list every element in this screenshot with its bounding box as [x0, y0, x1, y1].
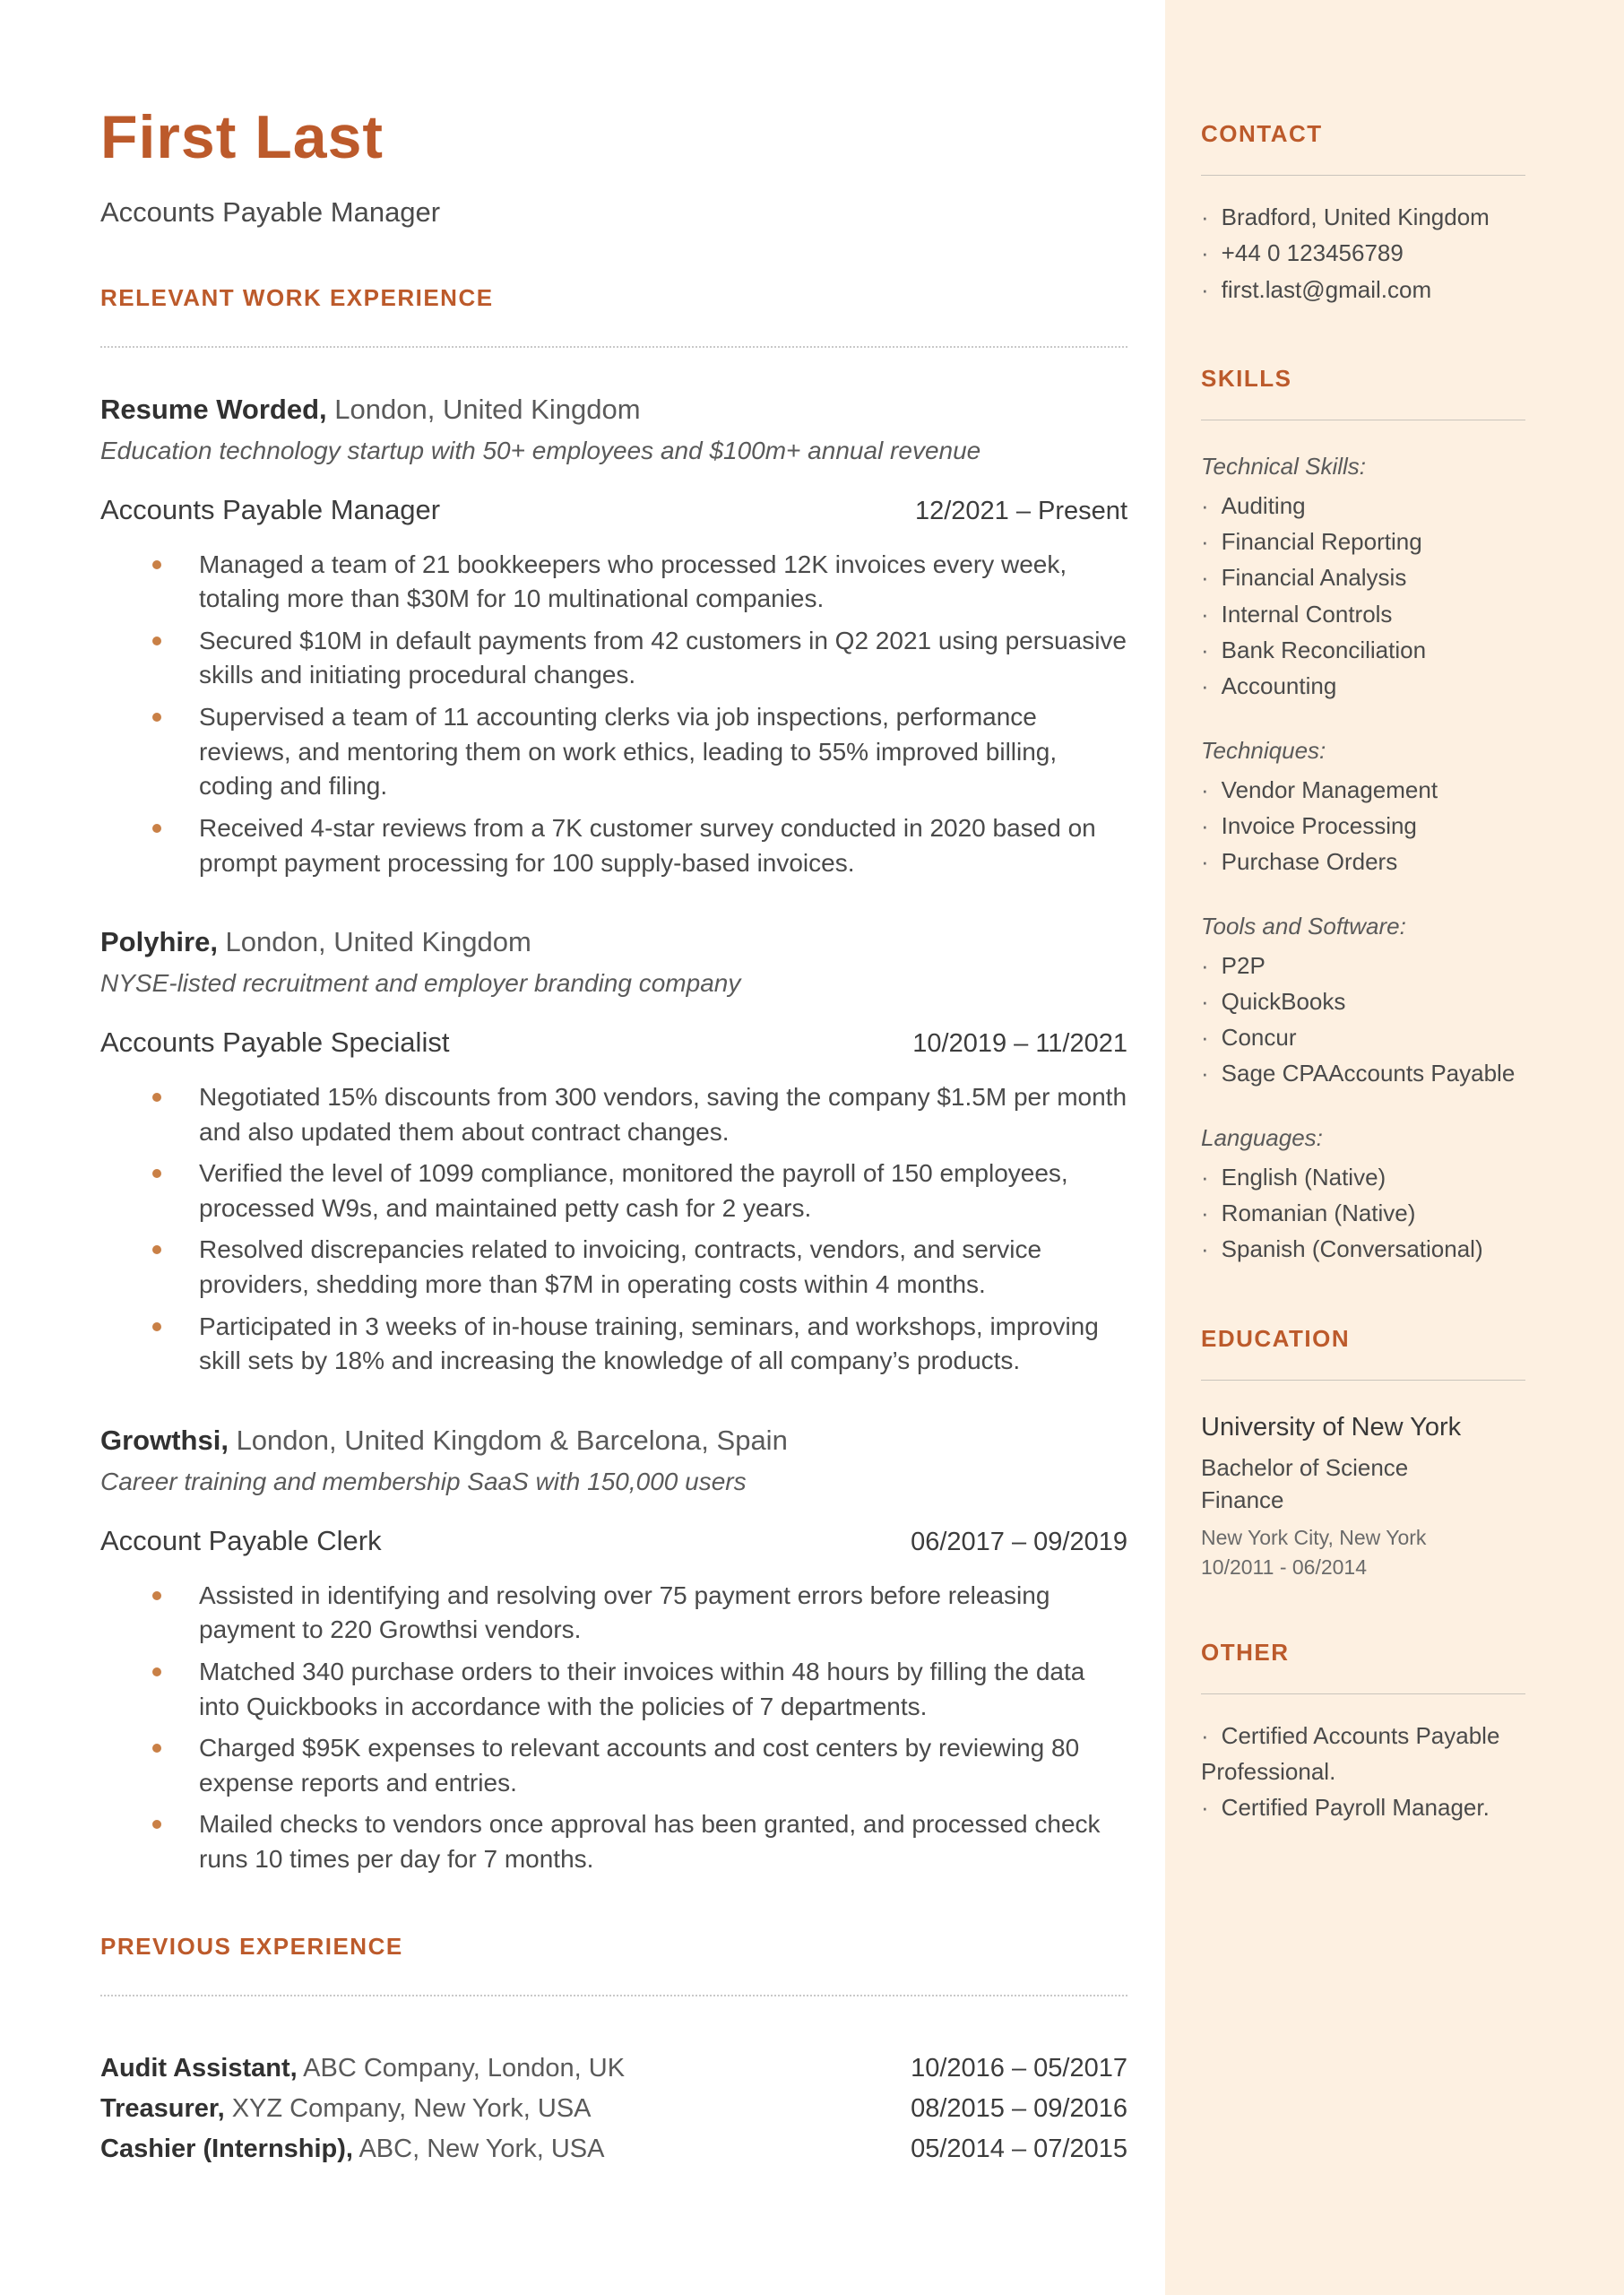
company-location: London, United Kingdom	[326, 393, 641, 425]
sidebar-divider	[1201, 1693, 1525, 1694]
skills-group-label: Tools and Software:	[1201, 912, 1406, 940]
job-bullets	[100, 548, 1127, 881]
bullet-item: Verified the level of 1099 compliance, monitored the payroll of 150 employees, processed W9s, and maintained petty cash for 2 years.	[100, 1156, 1127, 1225]
person-name: First Last	[100, 103, 384, 171]
company-name: Resume Worded,	[100, 393, 327, 425]
skill-item: · English (Native)	[1201, 1159, 1525, 1195]
skill-item: · Concur	[1201, 1019, 1525, 1055]
bullet-item: Resolved discrepancies related to invoicing, contracts, vendors, and service providers, shedding more than $7M in operating costs within 4 months.	[100, 1233, 1127, 1302]
skills-group-label: Techniques:	[1201, 736, 1326, 764]
sidebar-divider	[1201, 1380, 1525, 1381]
previous-role-line	[100, 2048, 625, 2089]
sidebar-divider	[1201, 175, 1525, 176]
bullet-item: Managed a team of 21 bookkeepers who processed 12K invoices every week, totaling more than $30M for 10 multinational companies.	[100, 548, 1127, 617]
bullet-item: Negotiated 15% discounts from 300 vendors, saving the company $1.5M per month and also updated them about contract changes.	[100, 1080, 1127, 1149]
skill-item: · QuickBooks	[1201, 983, 1525, 1019]
previous-role: Audit Assistant,	[100, 2053, 298, 2083]
previous-experience-row	[100, 2089, 1127, 2129]
sidebar	[1165, 0, 1624, 2295]
skills-group-languages	[1201, 1124, 1525, 1268]
education-dates: 10/2011 - 06/2014	[1201, 1555, 1368, 1579]
education-major: Finance	[1201, 1486, 1284, 1514]
skill-item: · Purchase Orders	[1201, 844, 1525, 879]
previous-role: Treasurer,	[100, 2093, 225, 2123]
skills-list	[1201, 1159, 1525, 1268]
previous-role-line	[100, 2089, 592, 2129]
job-entry-resume-worded	[100, 393, 1127, 880]
skills-group-tools	[1201, 913, 1525, 1092]
skill-item: · Accounting	[1201, 668, 1525, 704]
other-item: · Certified Accounts Payable Professional.	[1201, 1718, 1525, 1790]
skills-group-label: Technical Skills:	[1201, 452, 1367, 480]
skills-group-label: Languages:	[1201, 1123, 1323, 1151]
bullet-item: Charged $95K expenses to relevant accounts and cost centers by reviewing 80 expense reports and entries.	[100, 1731, 1127, 1800]
main-column	[100, 0, 1127, 2169]
previous-company: ABC Company, London, UK	[297, 2053, 626, 2083]
skill-item: · Sage CPAAccounts Payable	[1201, 1055, 1525, 1091]
company-line	[100, 925, 1127, 960]
previous-experience-list	[100, 2048, 1127, 2169]
sidebar-title-education: EDUCATION	[1201, 1324, 1351, 1352]
bullet-item: Mailed checks to vendors once approval has been granted, and processed check runs 10 times per day for 7 months.	[100, 1807, 1127, 1876]
education-location: New York City, New York	[1201, 1526, 1427, 1550]
job-dates: 10/2019 – 11/2021	[912, 1028, 1127, 1058]
skill-item: · Romanian (Native)	[1201, 1195, 1525, 1231]
contact-list	[1201, 199, 1525, 307]
other-list	[1201, 1718, 1525, 1826]
job-dates: 06/2017 – 09/2019	[911, 1527, 1127, 1556]
previous-dates: 10/2016 – 05/2017	[911, 2053, 1127, 2083]
company-line	[100, 1424, 1127, 1459]
role-row	[100, 494, 1127, 526]
company-location: London, United Kingdom & Barcelona, Spain	[228, 1424, 788, 1456]
company-location: London, United Kingdom	[217, 926, 531, 958]
skills-list	[1201, 772, 1525, 880]
skill-item: · Internal Controls	[1201, 596, 1525, 632]
previous-role: Cashier (Internship),	[100, 2134, 353, 2163]
contact-item-phone: · +44 0 123456789	[1201, 235, 1525, 271]
role-row	[100, 1026, 1127, 1059]
skill-item: · Vendor Management	[1201, 772, 1525, 808]
skill-item: · Invoice Processing	[1201, 808, 1525, 844]
bullet-item: Secured $10M in default payments from 42 customers in Q2 2021 using persuasive skills and initiating procedural changes.	[100, 624, 1127, 693]
skills-list	[1201, 488, 1525, 705]
job-bullets	[100, 1579, 1127, 1877]
bullet-item: Assisted in identifying and resolving over 75 payment errors before releasing payment to 220 Growthsi vendors.	[100, 1579, 1127, 1648]
skill-item: · Financial Reporting	[1201, 524, 1525, 559]
education-degree: Bachelor of Science	[1201, 1453, 1409, 1481]
other-item: · Certified Payroll Manager.	[1201, 1789, 1525, 1825]
education-school: University of New York	[1201, 1412, 1462, 1442]
person-title: Accounts Payable Manager	[100, 195, 441, 228]
section-divider	[100, 1995, 1127, 1996]
previous-experience-row	[100, 2129, 1127, 2169]
contact-item-location: · Bradford, United Kingdom	[1201, 199, 1525, 235]
skill-item: · P2P	[1201, 948, 1525, 983]
skill-item: · Auditing	[1201, 488, 1525, 524]
previous-dates: 08/2015 – 09/2016	[911, 2093, 1127, 2123]
job-entry-polyhire	[100, 925, 1127, 1379]
bullet-item: Participated in 3 weeks of in-house training, seminars, and workshops, improving skill sets by 18% and increasing the knowledge of all company’s products.	[100, 1310, 1127, 1379]
company-description: Education technology startup with 50+ employees and $100m+ annual revenue	[100, 436, 981, 464]
skill-item: · Spanish (Conversational)	[1201, 1231, 1525, 1267]
bullet-item: Received 4-star reviews from a 7K customer survey conducted in 2020 based on prompt payment processing for 100 supply-based invoices.	[100, 811, 1127, 880]
job-role: Account Payable Clerk	[100, 1524, 382, 1556]
previous-experience-row	[100, 2048, 1127, 2089]
skills-list	[1201, 948, 1525, 1092]
job-role: Accounts Payable Manager	[100, 493, 441, 525]
sidebar-title-contact: CONTACT	[1201, 120, 1323, 147]
skill-item: · Bank Reconciliation	[1201, 632, 1525, 668]
previous-dates: 05/2014 – 07/2015	[911, 2134, 1127, 2163]
company-description: NYSE-listed recruitment and employer branding company	[100, 968, 741, 997]
section-title-previous-experience: PREVIOUS EXPERIENCE	[100, 1932, 403, 1960]
sidebar-title-other: OTHER	[1201, 1638, 1290, 1666]
bullet-item: Matched 340 purchase orders to their invoices within 48 hours by filling the data into Quickbooks in accordance with the policies of 7 departments.	[100, 1655, 1127, 1724]
skills-group-technical	[1201, 453, 1525, 705]
role-row	[100, 1525, 1127, 1557]
company-name: Growthsi,	[100, 1424, 229, 1456]
previous-role-line	[100, 2129, 604, 2169]
previous-company: ABC, New York, USA	[353, 2134, 605, 2163]
skills-group-techniques	[1201, 737, 1525, 880]
company-name: Polyhire,	[100, 926, 218, 958]
job-entry-growthsi	[100, 1424, 1127, 1877]
contact-item-email: · first.last@gmail.com	[1201, 272, 1525, 307]
section-title-work-experience: RELEVANT WORK EXPERIENCE	[100, 283, 494, 311]
job-dates: 12/2021 – Present	[914, 496, 1127, 525]
sidebar-title-skills: SKILLS	[1201, 364, 1292, 392]
job-role: Accounts Payable Specialist	[100, 1026, 450, 1058]
skill-item: · Financial Analysis	[1201, 559, 1525, 595]
bullet-item: Supervised a team of 11 accounting clerks via job inspections, performance reviews, and mentoring them on work ethics, leading to 55% improved billing, coding and filing.	[100, 700, 1127, 804]
section-divider	[100, 346, 1127, 348]
job-bullets	[100, 1080, 1127, 1379]
company-line	[100, 393, 1127, 428]
company-description: Career training and membership SaaS with 150,000 users	[100, 1467, 747, 1495]
previous-company: XYZ Company, New York, USA	[224, 2093, 592, 2123]
